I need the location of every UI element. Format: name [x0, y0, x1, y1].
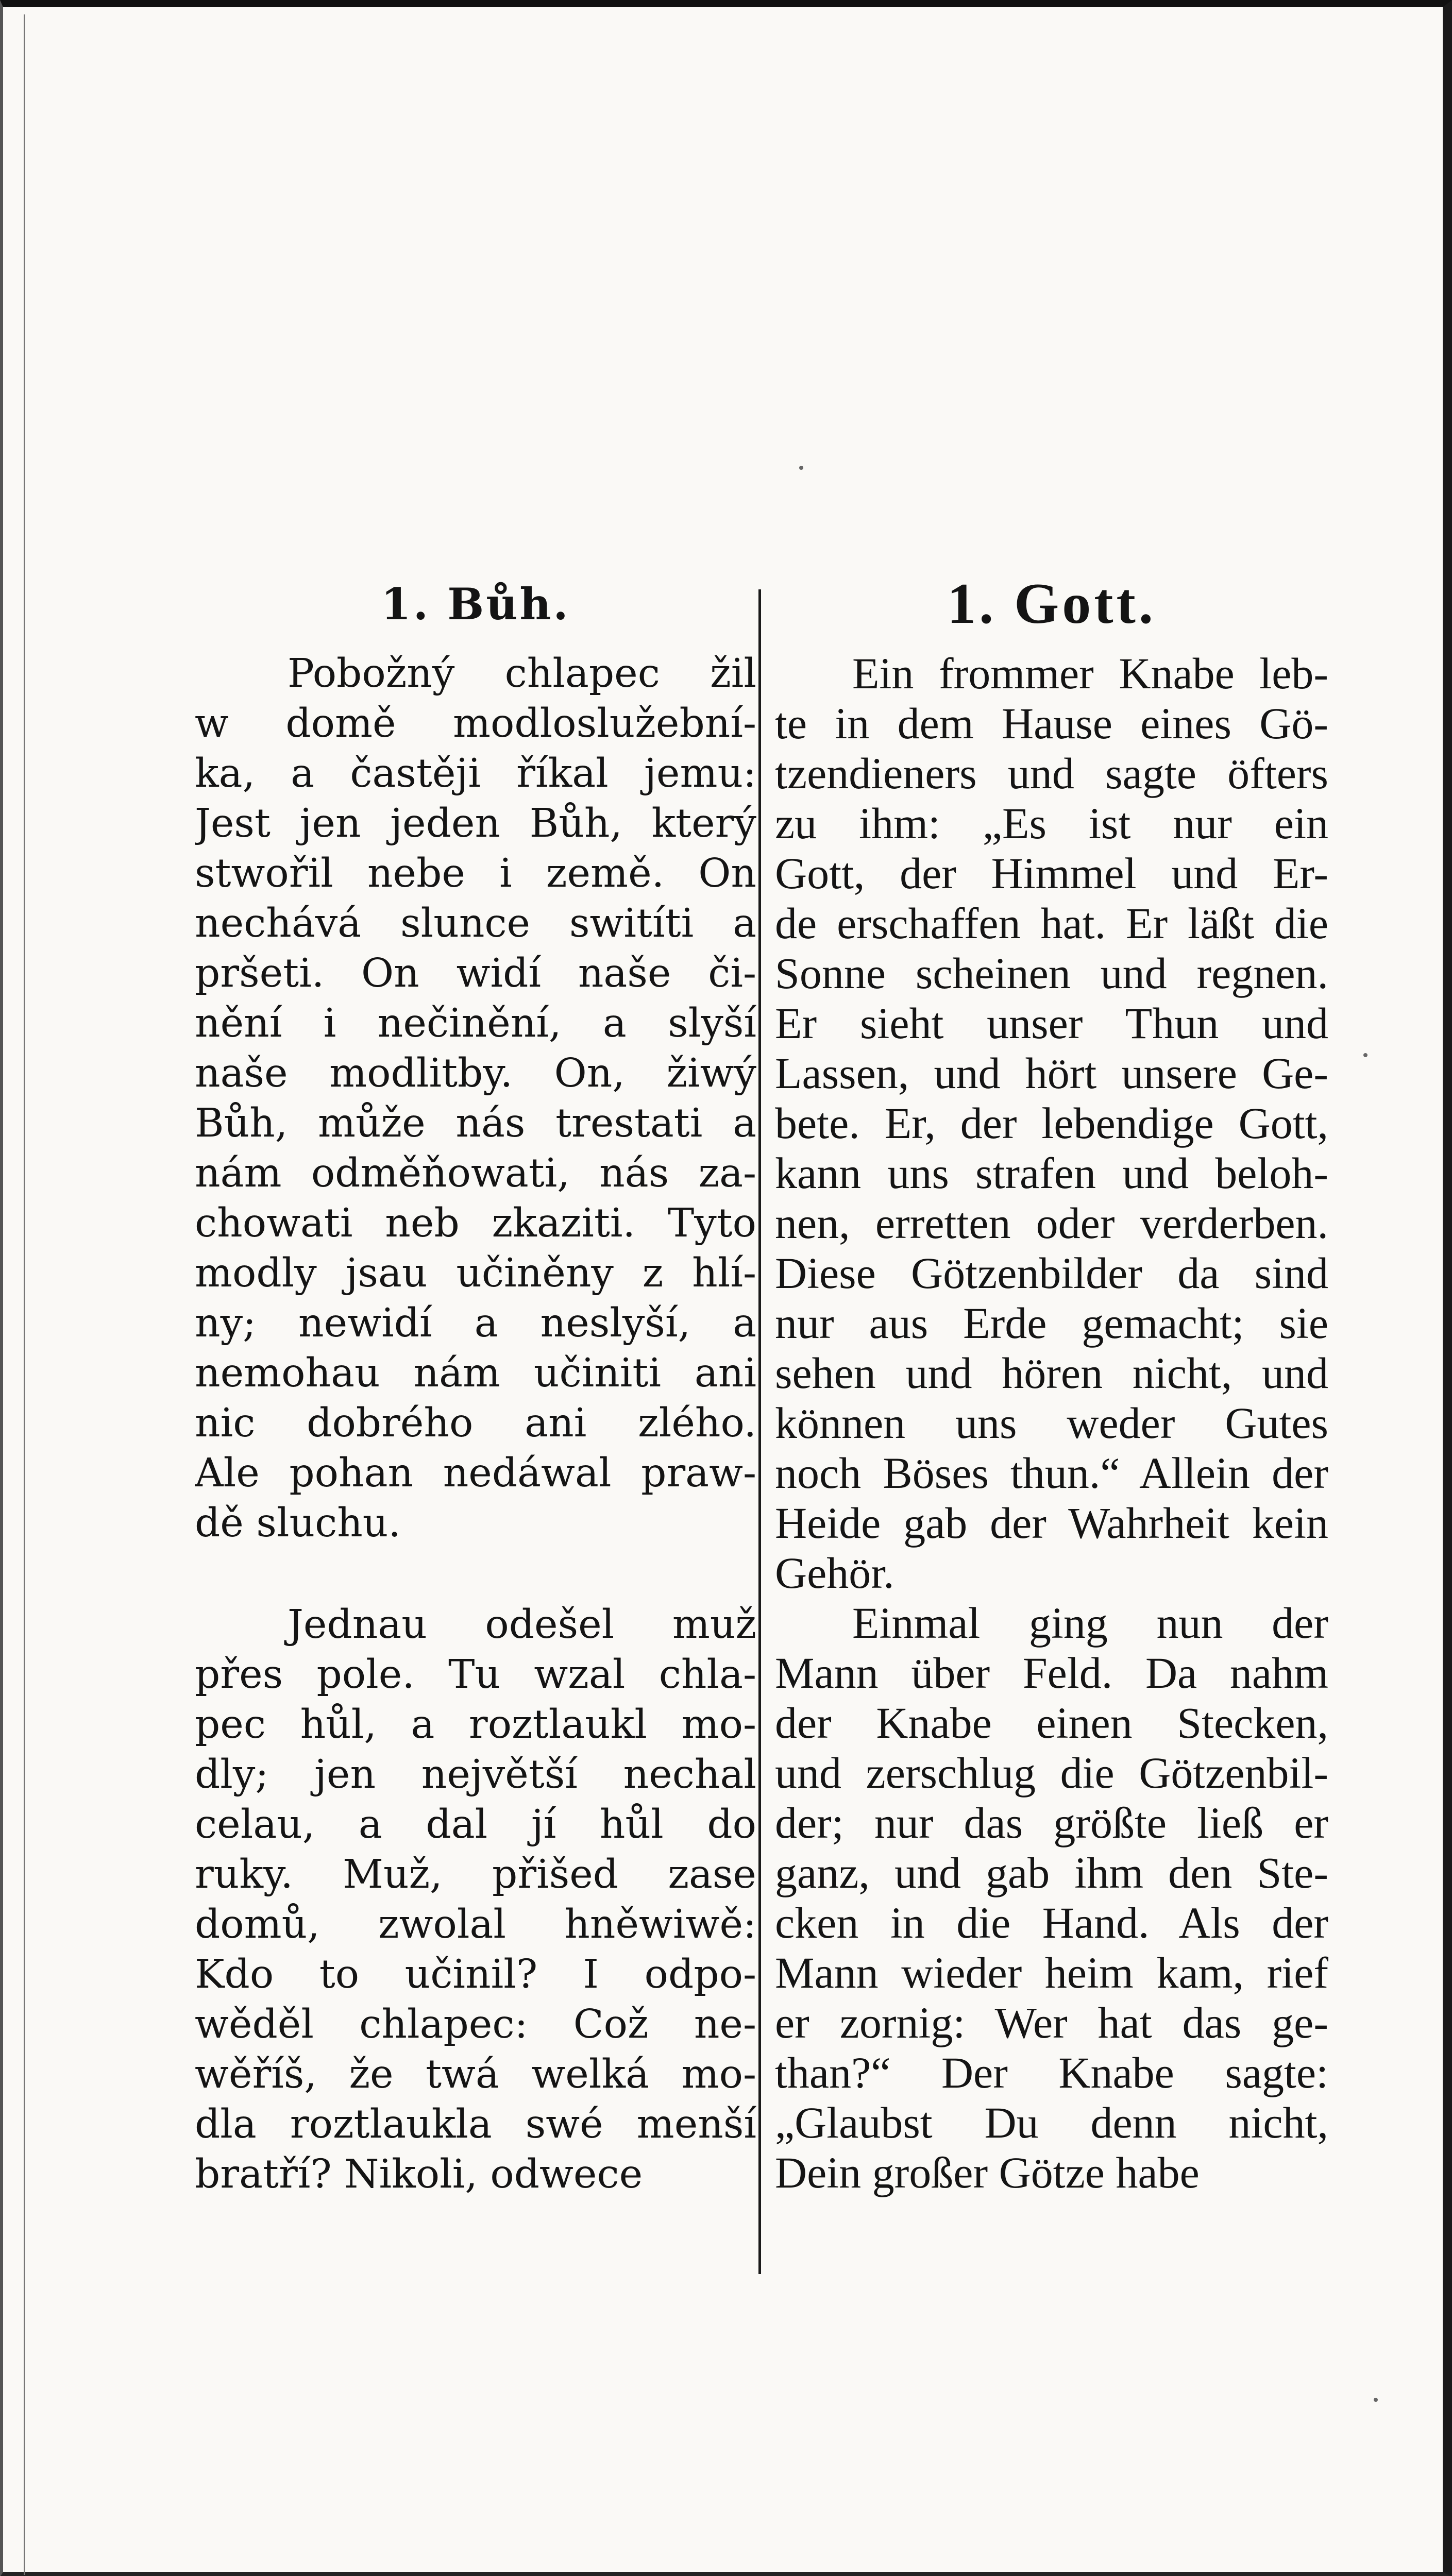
czech-text-line: domů, zwolal hněwiwě: [195, 1902, 756, 1947]
german-text-line: tzendieners und sagte öfters [775, 749, 1328, 798]
german-text-line: kann uns strafen und beloh- [775, 1148, 1328, 1198]
czech-text-line: pršeti. On widí naše či- [195, 951, 756, 996]
paper-speck [1363, 1053, 1367, 1057]
german-text-line: Dein großer Götze habe [775, 2148, 1200, 2197]
czech-paragraph [195, 1600, 756, 2199]
czech-text-line: wěděl chlapec: Což ne- [195, 2002, 756, 2047]
czech-text-line: Jednau odešel muž [288, 1602, 756, 1648]
german-text-line: Heide gab der Wahrheit kein [775, 1498, 1328, 1548]
czech-text-line: Bůh, může nás trestati a [195, 1100, 756, 1146]
czech-text-line: nic dobrého ani zlého. [195, 1400, 756, 1446]
czech-text-line: nechává slunce switíti a [195, 901, 756, 946]
czech-text-line: wěříš, že twá welká mo- [195, 2052, 756, 2097]
czech-text-line: nemohau nám učiniti ani [195, 1350, 756, 1396]
german-text-line: noch Böses thun.“ Allein der [775, 1448, 1328, 1498]
german-column [775, 572, 1328, 2198]
czech-text-line: Pobožný chlapec žil [288, 651, 756, 697]
czech-text-line: modly jsau učiněny z hlí- [195, 1250, 756, 1296]
german-paragraph [775, 1598, 1328, 2198]
czech-text-line: nění i nečinění, a slyší [195, 1001, 756, 1046]
german-text-line: Gott, der Himmel und Er- [775, 849, 1328, 898]
german-text-line: bete. Er, der lebendige Gott, [775, 1098, 1328, 1148]
german-text-line: te in dem Hause eines Gö- [775, 699, 1328, 748]
german-text-line: zu ihm: „Es ist nur ein [775, 799, 1328, 848]
czech-text-line: dly; jen největší nechal [195, 1752, 756, 1798]
page-edge-line [24, 14, 25, 2575]
german-text-line: nur aus Erde gemacht; sie [775, 1298, 1328, 1348]
german-text-line: der; nur das größte ließ er [775, 1798, 1328, 1848]
german-text-line: Gehör. [775, 1548, 894, 1598]
german-text-line: nen, erretten oder verderben. [775, 1198, 1328, 1248]
german-paragraph [775, 649, 1328, 1598]
german-text-line: können uns weder Gutes [775, 1398, 1328, 1448]
czech-text-line: přes pole. Tu wzal chla- [195, 1652, 756, 1698]
czech-paragraph [195, 649, 756, 1548]
german-text-line: Diese Götzenbilder da sind [775, 1248, 1328, 1298]
german-text-line: „Glaubst Du denn nicht, [775, 2098, 1328, 2147]
german-text-line: Sonne scheinen und regnen. [775, 948, 1328, 998]
czech-text-line: ka, a častěji říkal jemu: [195, 751, 756, 796]
czech-paragraph-gap [195, 1548, 756, 1600]
german-text-line: er zornig: Wer hat das ge- [775, 1998, 1328, 2047]
czech-column [195, 579, 756, 2199]
german-text-line: Lassen, und hört unsere Ge- [775, 1048, 1328, 1098]
czech-text-line: stwořil nebe i země. On [195, 851, 756, 896]
czech-text-line: w domě modloslužební- [195, 701, 756, 747]
german-text-line: than?“ Der Knabe sagte: [775, 2048, 1328, 2097]
czech-text-line: naše modlitby. On, žiwý [195, 1050, 756, 1096]
czech-body [195, 649, 756, 2199]
german-heading: 1. Gott. [947, 572, 1156, 636]
czech-text-line: Jest jen jeden Bůh, který [195, 801, 756, 846]
czech-text-line: pec hůl, a roztlaukl mo- [195, 1702, 756, 1748]
czech-text-line: chowati neb zkaziti. Tyto [195, 1200, 756, 1246]
german-text-line: Ein frommer Knabe leb- [852, 649, 1328, 698]
german-text-line: sehen und hören nicht, und [775, 1348, 1328, 1398]
czech-text-line: bratří? Nikoli, odwece [195, 2151, 643, 2197]
czech-text-line: nám odměňowati, nás za- [195, 1150, 756, 1196]
czech-text-line: ruky. Muž, přišed zase [195, 1852, 756, 1897]
german-text-line: Er sieht unser Thun und [775, 998, 1328, 1048]
german-text-line: Mann über Feld. Da nahm [775, 1648, 1328, 1698]
german-text-line: Mann wieder heim kam, rief [775, 1948, 1328, 1997]
german-text-line: und zerschlug die Götzenbil- [775, 1748, 1328, 1798]
german-text-line: ganz, und gab ihm den Ste- [775, 1848, 1328, 1897]
czech-text-line: dě sluchu. [195, 1500, 401, 1546]
czech-text-line: Kdo to učinil? I odpo- [195, 1952, 756, 1997]
german-text-line: cken in die Hand. Als der [775, 1898, 1328, 1947]
czech-text-line: dla roztlaukla swé menší [195, 2102, 756, 2147]
czech-text-line: Ale pohan nedáwal praw- [195, 1450, 756, 1496]
german-text-line: der Knabe einen Stecken, [775, 1698, 1328, 1748]
paper-speck [1374, 2398, 1378, 2402]
german-body [775, 649, 1328, 2198]
czech-text-line: ny; newidí a neslyší, a [195, 1300, 756, 1346]
paper-speck [799, 466, 803, 470]
czech-heading: 1. Bůh. [381, 579, 570, 630]
czech-text-line: celau, a dal jí hůl do [195, 1802, 756, 1848]
column-divider [758, 589, 761, 2274]
german-text-line: Einmal ging nun der [852, 1598, 1328, 1648]
german-text-line: de erschaffen hat. Er läßt die [775, 899, 1328, 948]
